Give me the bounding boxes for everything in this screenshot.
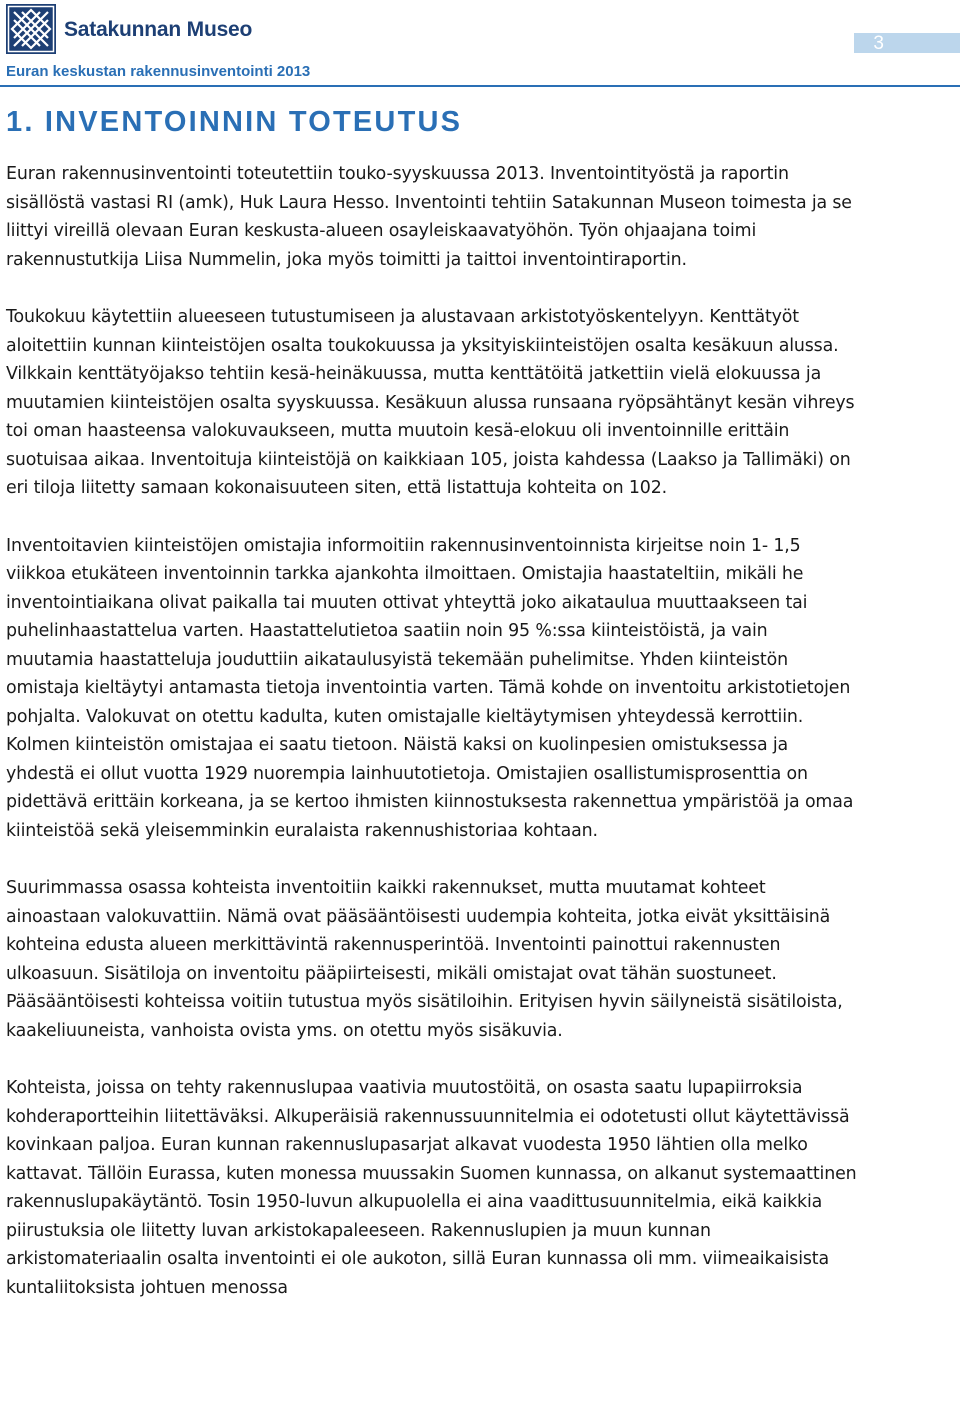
page-number: 3: [873, 33, 884, 54]
document-subtitle: Euran keskustan rakennusinventointi 2013: [6, 63, 311, 80]
paragraph: Suurimmassa osassa kohteista inventoitiin kaikki rakennukset, mutta muutamat kohteet ainoastaan valokuvattiin. Nämä ovat pääsääntöisesti uudempia kohteita, jotka eivät yksittäisinä kohteina edusta alueen merkittävintä rakennusperintöä. Inventointi painottui rakennusten ulkoasuun. Sisätiloja on inventoitu pääpiirteisesti, mikäli omistajat ovat tähän suostuneet. Pääsääntöisesti kohteissa voitiin tutustua myös sisätiloihin. Erityisen hyvin säilyneistä sisätiloista, kaakeliuuneista, vanhoista ovista yms. on otettu myös sisäkuvia.: [6, 878, 843, 1041]
paragraph: Kohteista, joissa on tehty rakennuslupaa vaativia muutostöitä, on osasta saatu lupapiirroksia kohderaportteihin liitettäväksi. Alkuperäisiä rakennussuunnitelmia ei odotetusti ollut käytettävissä kovinkaan paljoa. Euran kunnan rakennuslupasarjat alkavat vuodesta 1950 lähtien olla melko kattavat. Tällöin Eurassa, kuten monessa muussakin Suomen kunnassa, on alkanut systemaattinen rakennuslupakäytäntö. Tosin 1950-luvun alkupuolella ei aina vaadittusuunnitelmia, eikä kaikkia piirustuksia ole liitetty luvan arkistokapaleeseen. Rakennuslupien ja muun kunnan arkistomateriaalin osalta inventointi ei ole aukoton, sillä Euran kunnassa oli mm. viimeaikaisista kuntaliitoksista johtuen menossa: [6, 1078, 857, 1298]
section-heading: 1. INVENTOINNIN TOTEUTUS: [6, 106, 463, 138]
page-header: [0, 0, 960, 92]
paragraph: Toukokuu käytettiin alueeseen tutustumiseen ja alustavaan arkistotyöskentelyyn. Kenttätyöt aloitettiin kunnan kiinteistöjen osalta toukokuussa ja yksityiskiinteistöjen osalta kesäkuun alussa. Vilkkain kenttätyöjakso tehtiin kesä-heinäkuussa, mutta kenttätöitä jatkettiin vielä elokuussa ja muutamien kiinteistöjen osalta syyskuussa. Kesäkuun alussa runsaana ryöpsähtänyt kesän vihreys toi oman haasteensa valokuvaukseen, mutta muutoin kesä-elokuu oli inventoinnille erittäin suotuisaa aikaa. Inventoituja kiinteistöjä on kaikkiaan 105, joista kahdessa (Laakso ja Tallimäki) on eri tiloja liitetty samaan kokonaisuuteen siten, että listattuja kohteita on 102.: [6, 307, 855, 498]
paragraph: Euran rakennusinventointi toteutettiin touko-syyskuussa 2013. Inventointityöstä ja raportin sisällöstä vastasi RI (amk), Huk Laura Hesso. Inventointi tehtiin Satakunnan Museon toimesta ja se liittyi vireillä olevaan Euran keskusta-alueen osayleiskaavatyöhön. Työn ohjaajana toimi rakennustutkija Liisa Nummelin, joka myös toimitti ja taittoi inventointiraportin.: [6, 164, 852, 270]
museum-knot-logo-icon: [6, 4, 56, 54]
body-text: [6, 160, 858, 1331]
header-divider: [0, 85, 960, 87]
brand-name: Satakunnan Museo: [64, 18, 253, 41]
page-number-tab: [854, 33, 960, 53]
paragraph: Inventoitavien kiinteistöjen omistajia informoitiin rakennusinventoinnista kirjeitse noin 1- 1,5 viikkoa etukäteen inventoinnin tarkka ajankohta ilmoittaen. Omistajia haastateltiin, mikäli he inventointiaikana olivat paikalla tai muuten ottivat yhteyttä joko aikataulua muuttaakseen tai puhelinhaastattelua varten. Haastattelutietoa saatiin noin 95 %:ssa kiinteistöistä, ja vain muutamia haastatteluja jouduttiin aikataulusyistä tekemään puhelimitse. Yhden kiinteistön omistaja kieltäytyi antamasta tietoja inventointia varten. Tämä kohde on inventoitu arkistotietojen pohjalta. Valokuvat on otettu kadulta, kuten omistajalle kieltäytymisen yhteydessä kerrottiin. Kolmen kiinteistön omistajaa ei saatu tietoon. Näistä kaksi on kuolinpesien omistuksessa ja yhdestä ei ollut vuotta 1929 nuorempia lainhuutotietoja. Omistajien osallistumisprosenttia on pidettävä erittäin korkeana, ja se kertoo ihmisten kiinnostuksesta rakennettua ympäristöä ja omaa kiinteistöä sekä yleisemminkin euralaista rakennushistoriaa kohtaan.: [6, 535, 854, 841]
